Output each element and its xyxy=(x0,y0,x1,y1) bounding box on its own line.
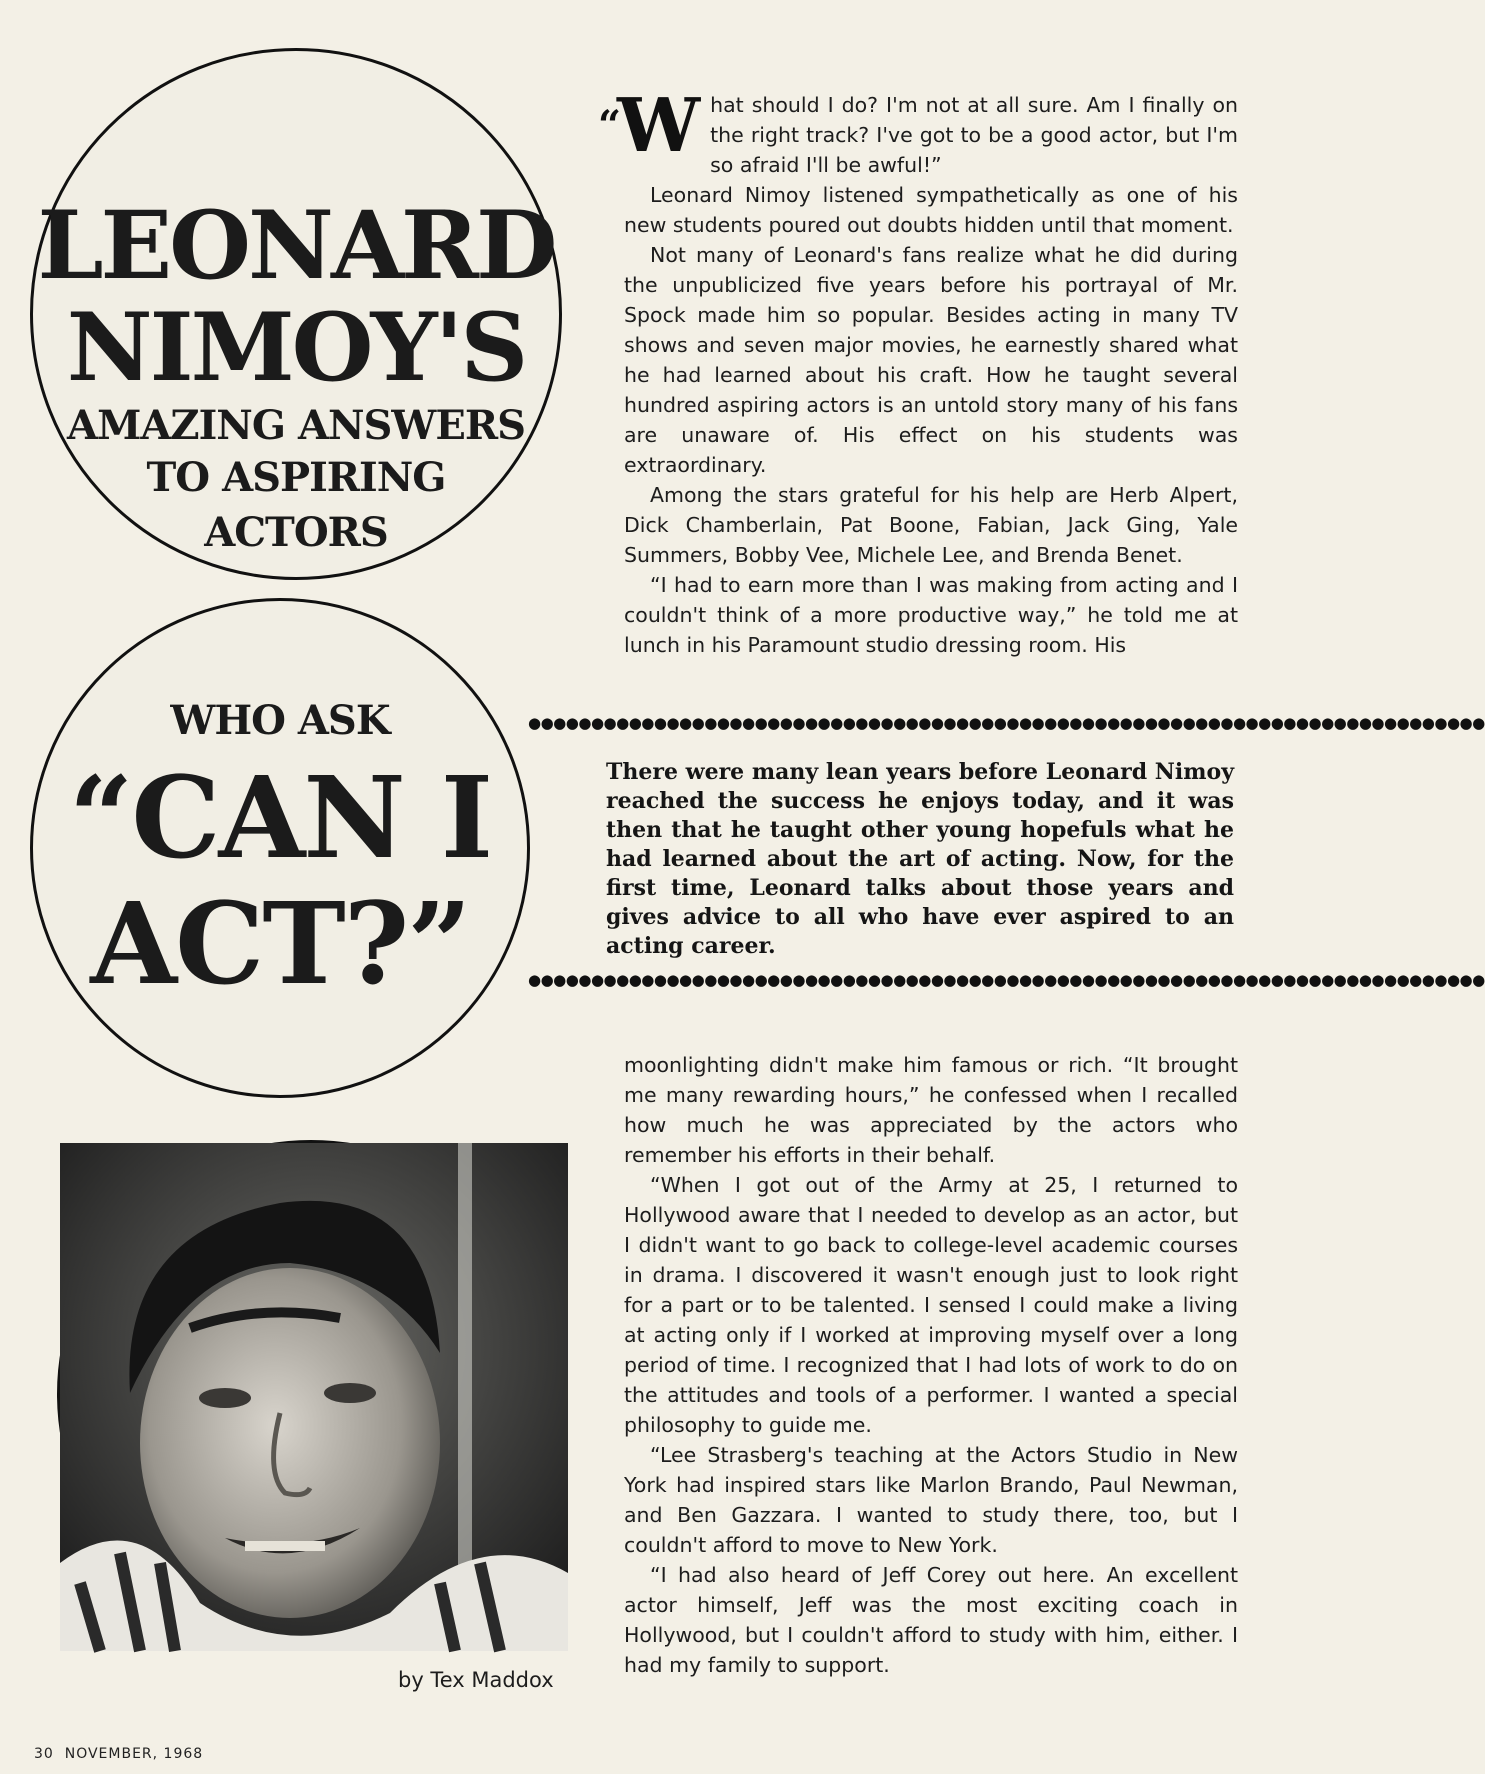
page-footer: 30 NOVEMBER, 1968 xyxy=(34,1746,204,1762)
dotted-rule-bottom: ●●●●●●●●●●●●●●●●●●●●●●●●●●●●●●●●●●●●●●●●●●●●●●●●●●●●●●●●●●●●●●●●●●●●●●●●●●●● xyxy=(528,971,1485,989)
headline-line-1: LEONARD xyxy=(37,191,555,301)
article-paragraph-9: “I had also heard of Jeff Corey out here. An excellent actor himself, Jeff was the most exciting coach in Hollywood, but I couldn't afford to study with him, either. I had my family to support. xyxy=(624,1563,1238,1677)
article-paragraph-3: Not many of Leonard's fans realize what he did during the unpublicized five years before his portrayal of Mr. Spock made him so popular. Besides acting in many TV shows and seven major movies, he earnestly shared what he had learned about his craft. How he taught several hundred aspiring actors is an untold story many of his fans are unaware of. His effect on his students was extraordinary. xyxy=(624,243,1238,477)
subhead-line-1: WHO ASK xyxy=(170,697,390,744)
headline-circle xyxy=(30,48,562,580)
article-paragraph-7: “When I got out of the Army at 25, I returned to Hollywood aware that I needed to develop as an actor, but I didn't want to go back to college-level academic courses in drama. I discovered it wasn't enough just to look right for a part or to be talented. I sensed I could make a living at acting only if I worked at improving myself over a long period of time. I recognized that I had lots of work to do on the attitudes and tools of a performer. I wanted a special philosophy to guide me. xyxy=(624,1173,1238,1437)
dotted-rule-top: ●●●●●●●●●●●●●●●●●●●●●●●●●●●●●●●●●●●●●●●●●●●●●●●●●●●●●●●●●●●●●●●●●●●●●●●●●●●● xyxy=(528,714,1485,732)
headline-line-5: ACTORS xyxy=(204,509,388,556)
pull-quote: There were many lean years before Leonard Nimoy reached the success he enjoys today, and it was then that he taught other young hopefuls what he had learned about the art of acting. Now, for the first time, Leonard talks about those years and gives advice to all who have ever aspired to an acting career. xyxy=(606,759,1234,959)
article-column-2 xyxy=(624,1050,1238,1680)
headline-line-3: AMAZING ANSWERS xyxy=(67,402,525,449)
article-column-1 xyxy=(598,83,1238,660)
drop-cap: “W xyxy=(598,83,701,169)
article-paragraph-1: “W hat should I do? I'm not at all sure. Am I finally on the right track? I've got to be a good actor, but I'm so afraid I'll be awful!” xyxy=(598,83,1238,177)
portrait-illustration xyxy=(60,1143,568,1651)
article-paragraph-4: Among the stars grateful for his help are Herb Alpert, Dick Chamberlain, Pat Boone, Fabian, Jack Ging, Yale Summers, Bobby Vee, Michele Lee, and Brenda Benet. xyxy=(624,483,1238,567)
article-paragraph-6: moonlighting didn't make him famous or rich. “It brought me many rewarding hours,” he confessed when I recalled how much he was appreciated by the actors who remember his efforts in their behalf. xyxy=(624,1053,1238,1167)
subhead-line-2: “CAN I xyxy=(68,753,492,884)
subhead-circle xyxy=(30,598,530,1098)
headline-line-2: NIMOY'S xyxy=(66,293,526,403)
article-paragraph-8: “Lee Strasberg's teaching at the Actors Studio in New York had inspired stars like Marlon Brando, Paul Newman, and Ben Gazzara. I wanted to study there, too, but I couldn't afford to move to New York. xyxy=(624,1443,1238,1557)
article-paragraph-5: “I had to earn more than I was making from acting and I couldn't think of a more productive way,” he told me at lunch in his Paramount studio dressing room. His xyxy=(624,573,1238,657)
article-paragraph-2: Leonard Nimoy listened sympathetically as one of his new students poured out doubts hidden until that moment. xyxy=(624,183,1238,237)
portrait-photo xyxy=(57,1140,565,1648)
byline: by Tex Maddox xyxy=(398,1668,554,1692)
subhead-line-3: ACT?” xyxy=(90,879,470,1010)
headline-line-4: TO ASPIRING xyxy=(146,454,446,501)
